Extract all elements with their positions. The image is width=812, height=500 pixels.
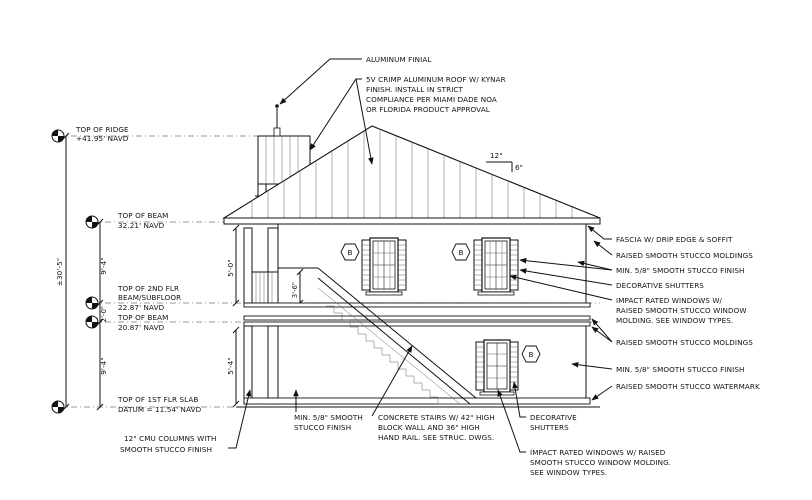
callout-windows-lower-2: SMOOTH STUCCO WINDOW MOLDING. [530, 458, 672, 467]
callout-moldings-lower: RAISED SMOOTH STUCCO MOLDINGS [616, 338, 753, 347]
callout-finial: ALUMINUM FINIAL [366, 55, 432, 64]
window-tag-label: B [528, 350, 534, 359]
roof-seams [252, 129, 572, 218]
callout-stairs-1: CONCRETE STAIRS W/ 42" HIGH [378, 413, 495, 422]
callout-roof-3: COMPLIANCE PER MIAMI DADE NOA [366, 95, 497, 104]
level-beam-value: 32.21' NAVD [118, 221, 165, 230]
callout-windows-upper-1: IMPACT RATED WINDOWS W/ [616, 296, 723, 305]
level-2nd-floor-value: 22.87' NAVD [118, 303, 165, 312]
callout-stucco-upper: MIN. 5/8" SMOOTH STUCCO FINISH [616, 266, 745, 275]
level-beam2-value: 20.87' NAVD [118, 323, 165, 332]
level-slab-name: TOP OF 1ST FLR SLAB [118, 395, 199, 404]
level-2nd-floor-name-2: BEAM/SUBFLOOR [118, 293, 182, 302]
dim-upper-window: 5'-0" [226, 259, 235, 277]
callout-shutters-2: SHUTTERS [530, 423, 569, 432]
window-tag-3 [522, 346, 540, 362]
callout-roof-2: FINISH. INSTALL IN STRICT [366, 85, 464, 94]
window-tag-2 [452, 244, 470, 260]
dim-lower-window: 5'-4" [226, 357, 235, 375]
window-tag-label: B [347, 248, 353, 257]
pitch-run: 12" [490, 151, 503, 160]
callout-stucco-2: STUCCO FINISH [294, 423, 352, 432]
level-ridge-value: +41.95' NAVD [76, 134, 129, 143]
callout-fascia: FASCIA W/ DRIP EDGE & SOFFIT [616, 235, 733, 244]
level-labels [75, 125, 202, 414]
callout-windows-lower-1: IMPACT RATED WINDOWS W/ RAISED [530, 448, 666, 457]
level-ridge-name: TOP OF RIDGE [76, 125, 129, 134]
dim-rail: 3'-6" [291, 281, 299, 299]
level-2nd-floor-name-1: TOP OF 2ND FLR [118, 284, 180, 293]
callout-stucco-1: MIN. 5/8" SMOOTH [294, 413, 363, 422]
level-marker-icon [86, 297, 98, 309]
building [224, 104, 600, 407]
level-marker-icon [86, 316, 98, 328]
dim-floor-depth: 2'-0" [100, 305, 108, 323]
dim-overall: ±30'-5" [55, 257, 64, 287]
callout-stairs-3: HAND RAIL. SEE STRUC. DWGS. [378, 433, 495, 442]
stair-treads [326, 306, 470, 404]
callout-windows-upper-3: MOLDING. SEE WINDOW TYPES. [616, 316, 734, 325]
callout-roof-1: 5V CRIMP ALUMINUM ROOF W/ KYNAR [366, 75, 506, 84]
callout-windows-upper-2: RAISED SMOOTH STUCCO WINDOW [616, 306, 747, 315]
callout-shutters-upper: DECORATIVE SHUTTERS [616, 281, 704, 290]
level-marker-icon [86, 216, 98, 228]
right-callouts [510, 226, 760, 400]
callout-stucco-lower: MIN. 5/8" SMOOTH STUCCO FINISH [616, 365, 745, 374]
pitch-rise: 6" [515, 163, 524, 172]
level-beam-name: TOP OF BEAM [118, 211, 169, 220]
dim-lower-story: 9'-4" [99, 357, 108, 375]
level-beam2-name: TOP OF BEAM [118, 313, 169, 322]
callout-columns-1: 12" CMU COLUMNS WITH [124, 434, 217, 443]
lower-window [476, 340, 518, 395]
callout-watermark: RAISED SMOOTH STUCCO WATERMARK [616, 382, 760, 391]
level-marker-icon [52, 130, 64, 142]
window-tag-label: B [458, 248, 464, 257]
upper-right-window [474, 238, 518, 295]
level-marker-icon [52, 401, 64, 413]
callout-shutters-1: DECORATIVE [530, 413, 577, 422]
callout-roof-4: OR FLORIDA PRODUCT APPROVAL [366, 105, 490, 114]
level-slab-value: DATUM = 11.54' NAVD [118, 405, 202, 414]
dim-upper-story: 9'-4" [99, 257, 108, 275]
callout-stairs-2: BLOCK WALL AND 36" HIGH [378, 423, 480, 432]
callout-moldings-upper: RAISED SMOOTH STUCCO MOLDINGS [616, 251, 753, 260]
window-tag-1 [341, 244, 359, 260]
upper-left-window [362, 238, 406, 295]
callout-windows-lower-3: SEE WINDOW TYPES. [530, 468, 608, 477]
callout-columns-2: SMOOTH STUCCO FINISH [120, 445, 213, 454]
